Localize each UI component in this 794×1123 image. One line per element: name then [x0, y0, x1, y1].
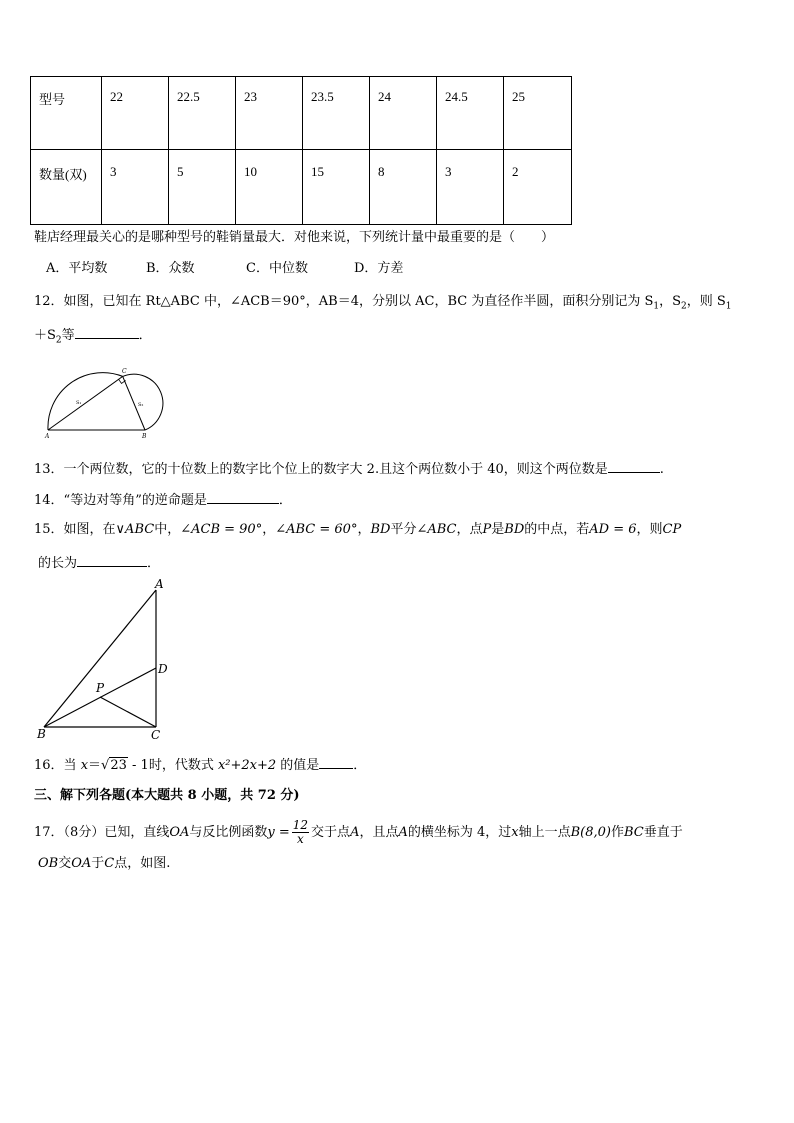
answer-blank[interactable] [75, 326, 139, 339]
label-a: A [45, 433, 50, 440]
table-cell: 22.5 [169, 77, 236, 150]
q11-option-a: A．平均数 [46, 261, 108, 276]
label-c: C [151, 728, 161, 742]
table-cell: 3 [102, 150, 169, 225]
label-b: B [142, 433, 147, 440]
answer-blank[interactable] [608, 460, 660, 473]
size-count-table [30, 76, 572, 225]
table-cell: 24.5 [437, 77, 504, 150]
label-p: P [96, 681, 105, 695]
q16: 16．当 x＝√23 - 1时，代数式 x²+2x+2 的值是 ． [34, 758, 367, 773]
label-d: D [158, 662, 168, 676]
segment-ab [44, 590, 156, 727]
q11-stem: 鞋店经理最关心的是哪种型号的鞋销量最大．对他来说，下列统计量中最重要的是（ ） [34, 230, 555, 245]
q11-option-c: C．中位数 [246, 261, 308, 276]
segment-pc [100, 697, 156, 727]
q11-option-d: D．方差 [354, 261, 404, 276]
answer-blank[interactable] [77, 554, 147, 567]
table-cell: 8 [370, 150, 437, 225]
table-row-counts [31, 150, 572, 225]
table-cell: 25 [504, 77, 572, 150]
table-header-count: 数量(双) [31, 150, 102, 225]
q11-option-b: B．众数 [146, 261, 195, 276]
q15-line2: 的长为 ． [38, 556, 161, 571]
table-cell: 23.5 [303, 77, 370, 150]
q15-line1: 15．如图，在∨ABC中，∠ACB = 90°，∠ABC = 60°，BD平分∠ABC，点P是BD的中点，若AD = 6，则CP [34, 522, 682, 537]
table-cell: 3 [437, 150, 504, 225]
table-cell: 2 [504, 150, 572, 225]
sqrt-sign: √ [101, 758, 110, 773]
fraction-12-over-x: $\frac{12}{x}$ [292, 818, 309, 846]
label-s2: S₂ [138, 402, 144, 408]
q15-triangle-figure [34, 576, 174, 742]
table-cell: 10 [236, 150, 303, 225]
q17-line1: 17．（8分）已知，直线OA与反比例函数y = $\frac{12}{x}$ 交于点A，且点A的横坐标为 4，过x轴上一点B(8,0)作BC垂直于 [34, 818, 683, 846]
label-c: C [122, 368, 127, 375]
table-cell: 15 [303, 150, 370, 225]
answer-blank[interactable] [207, 491, 279, 504]
answer-blank[interactable] [319, 756, 353, 769]
q17-line2: OB交OA于C点，如图. [38, 856, 171, 871]
segment-ac [48, 376, 123, 430]
q12-line1: 12．如图，已知在 Rt△ABC 中，∠ACB＝90°，AB＝4，分别以 AC，BC 为直径作半圆，面积分别记为 $S_1$，$S_2$，则 $S_1$ [34, 294, 732, 312]
table-row-sizes [31, 77, 572, 150]
table-cell: 23 [236, 77, 303, 150]
table-cell: 24 [370, 77, 437, 150]
table-header-size: 型号 [31, 77, 102, 150]
q13: 13．一个两位数，它的十位数上的数字比个位上的数字大 2.且这个两位数小于 40，则这个两位数是 . [34, 462, 664, 477]
table-cell: 5 [169, 150, 236, 225]
q14: 14．“等边对等角”的逆命题是 ． [34, 493, 292, 508]
q12-semicircle-figure [38, 362, 170, 444]
label-b: B [37, 727, 46, 741]
table-cell: 22 [102, 77, 169, 150]
label-s1: S₁ [76, 400, 82, 406]
section-title: 三、解下列各题(本大题共 8 小题，共 72 分) [34, 788, 300, 803]
q12-line2: $+S_2$等 ． [34, 328, 152, 346]
label-a: A [155, 577, 164, 591]
